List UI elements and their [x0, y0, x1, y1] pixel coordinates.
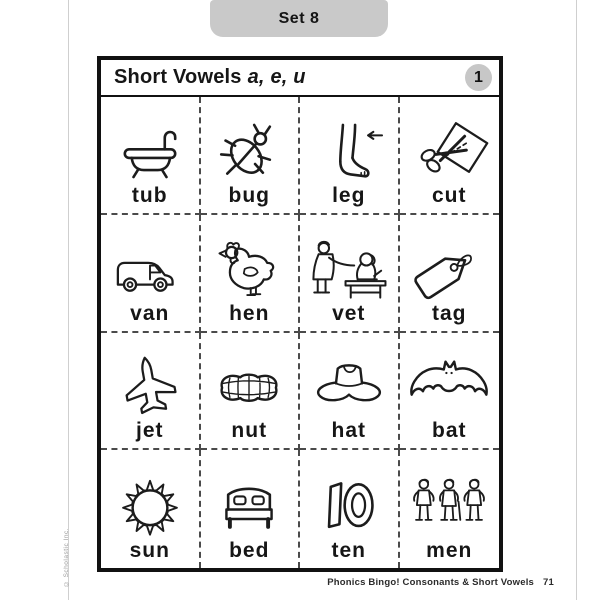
cell-word: van: [130, 301, 170, 325]
page-footer: [327, 577, 554, 588]
bed-icon: [205, 473, 293, 539]
bingo-cell-hat: [300, 333, 400, 451]
cell-word: tub: [131, 183, 168, 207]
scissors-cutting-paper-icon: [405, 118, 493, 184]
cell-word: men: [426, 539, 473, 562]
vet-with-dog-icon: [305, 236, 393, 302]
cell-word: bug: [228, 183, 270, 207]
cell-word: cut: [432, 183, 467, 207]
bingo-cell-bat: [400, 333, 500, 451]
bug-icon: [205, 118, 293, 184]
card-title-vowels: a, e, u: [247, 66, 306, 88]
page-edge-line-left: [68, 0, 69, 600]
bingo-cell-men: [400, 450, 500, 568]
cell-word: bat: [432, 419, 467, 443]
card-title: [114, 66, 306, 89]
card-title-text: Short Vowels: [114, 66, 242, 88]
bingo-cell-vet: [300, 215, 400, 333]
number-ten-icon: [305, 473, 393, 539]
bingo-cell-hen: [201, 215, 301, 333]
leg-icon: [305, 118, 393, 184]
peanut-icon: [205, 353, 293, 419]
cell-word: leg: [332, 183, 366, 207]
bat-icon: [405, 353, 493, 419]
cell-word: nut: [231, 419, 268, 443]
bathtub-icon: [106, 118, 194, 184]
van-icon: [106, 236, 194, 302]
card-header: [101, 60, 499, 97]
page-edge-line-right: [576, 0, 577, 600]
cell-word: hat: [331, 419, 366, 443]
bingo-cell-tag: [400, 215, 500, 333]
copyright-note: © Scholastic Inc.: [63, 528, 70, 588]
bingo-card: [97, 56, 503, 572]
card-number-badge: 1: [465, 64, 492, 91]
set-tab-label: Set 8: [278, 9, 320, 27]
three-men-icon: [405, 473, 493, 539]
footer-page-number: 71: [543, 577, 554, 588]
cell-word: tag: [432, 301, 467, 325]
tag-icon: [405, 236, 493, 302]
set-tab: [210, 0, 388, 37]
cowboy-hat-icon: [305, 353, 393, 419]
bingo-cell-ten: [300, 450, 400, 568]
sun-icon: [106, 473, 194, 539]
cell-word: bed: [229, 539, 270, 562]
bingo-cell-nut: [201, 333, 301, 451]
hen-icon: [205, 236, 293, 302]
cell-word: hen: [229, 301, 270, 325]
jet-plane-icon: [106, 353, 194, 419]
bingo-cell-leg: [300, 97, 400, 215]
bingo-cell-bug: [201, 97, 301, 215]
footer-book-title: Phonics Bingo! Consonants & Short Vowels: [327, 577, 535, 588]
bingo-cell-jet: [101, 333, 201, 451]
cell-word: vet: [332, 301, 366, 325]
bingo-cell-van: [101, 215, 201, 333]
cell-word: jet: [135, 419, 164, 443]
bingo-cell-bed: [201, 450, 301, 568]
bingo-cell-tub: [101, 97, 201, 215]
cell-word: ten: [331, 539, 366, 562]
bingo-grid: [101, 97, 499, 568]
cell-word: sun: [129, 539, 170, 562]
bingo-cell-cut: [400, 97, 500, 215]
bingo-cell-sun: [101, 450, 201, 568]
